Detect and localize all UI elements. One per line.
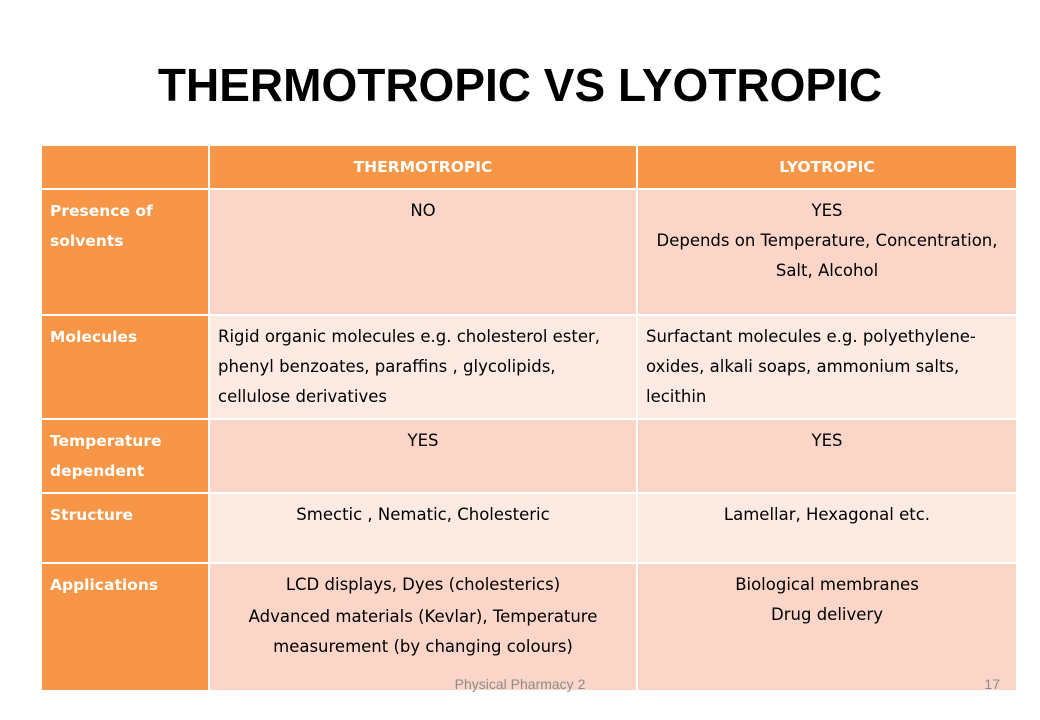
page-number: 17 — [984, 676, 1000, 692]
cell-text: YES — [407, 431, 439, 450]
cell-text: YES — [811, 201, 843, 220]
table-row — [41, 563, 1017, 691]
table-row — [41, 419, 1017, 493]
cell-lyotropic-structure — [637, 493, 1017, 563]
cell-text: Drug delivery — [771, 605, 883, 624]
table-row — [41, 493, 1017, 563]
cell-text: LCD displays, Dyes (cholesterics) — [285, 575, 561, 594]
header-empty-cell — [41, 145, 209, 189]
cell-text: Depends on Temperature, Concentration, Salt, Alcohol — [656, 231, 998, 280]
cell-lyotropic-temperature — [637, 419, 1017, 493]
cell-text: Lamellar, Hexagonal etc. — [723, 505, 931, 524]
table-header-row — [41, 145, 1017, 189]
slide-title: THERMOTROPIC VS LYOTROPIC — [157, 59, 883, 111]
cell-text: Biological membranes — [735, 575, 919, 594]
table-row — [41, 315, 1017, 419]
comparison-table — [40, 144, 1018, 692]
cell-text: YES — [811, 431, 843, 450]
cell-text: Advanced materials (Kevlar), Temperature measurement (by changing colours) — [248, 607, 598, 656]
cell-thermotropic-applications — [209, 563, 637, 691]
row-label-molecules: Molecules — [41, 315, 209, 419]
cell-text: Surfactant molecules e.g. polyethylene-oxides, alkali soaps, ammonium salts, lecithin — [646, 327, 976, 406]
cell-thermotropic-solvents — [209, 189, 637, 315]
cell-thermotropic-temperature — [209, 419, 637, 493]
cell-thermotropic-structure — [209, 493, 637, 563]
table-row — [41, 189, 1017, 315]
row-label-temperature-dependent: Temperature dependent — [41, 419, 209, 493]
cell-text: Smectic , Nematic, Cholesteric — [296, 505, 550, 524]
cell-lyotropic-molecules — [637, 315, 1017, 419]
header-lyotropic: LYOTROPIC — [637, 145, 1017, 189]
cell-lyotropic-solvents — [637, 189, 1017, 315]
footer-text: Physical Pharmacy 2 — [454, 676, 586, 692]
row-label-structure: Structure — [41, 493, 209, 563]
cell-lyotropic-applications — [637, 563, 1017, 691]
header-thermotropic: THERMOTROPIC — [209, 145, 637, 189]
row-label-applications: Applications — [41, 563, 209, 691]
cell-thermotropic-molecules — [209, 315, 637, 419]
cell-text: NO — [410, 201, 436, 220]
row-label-presence-of-solvents: Presence of solvents — [41, 189, 209, 315]
cell-text: Rigid organic molecules e.g. cholesterol ester, phenyl benzoates, paraffins , glycolipids, cellulose derivatives — [218, 327, 601, 406]
